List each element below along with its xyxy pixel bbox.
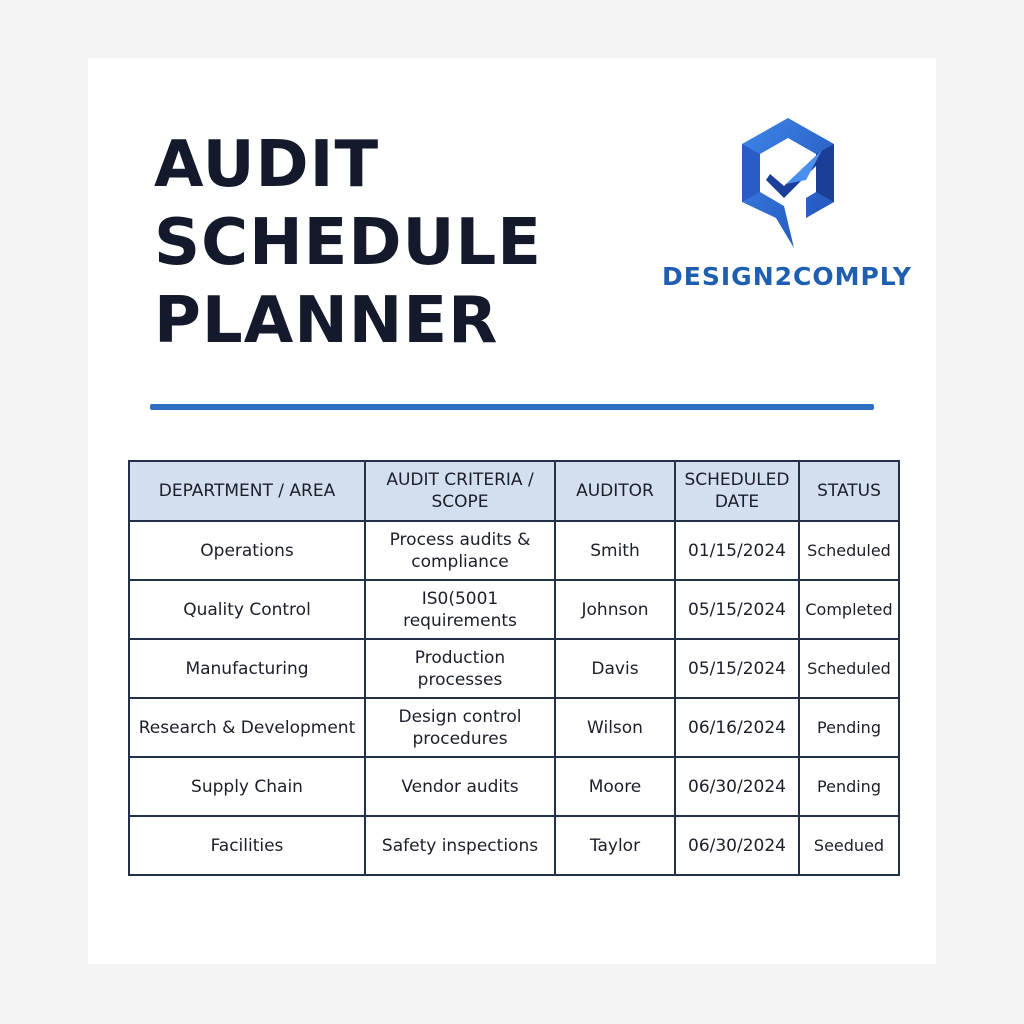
cell-criteria: Safety inspections <box>365 816 555 875</box>
brand-logo <box>662 114 912 294</box>
page-title <box>154 126 542 360</box>
title-line-2: SCHEDULE <box>154 206 542 280</box>
table-row <box>129 757 899 816</box>
title-line-1: AUDIT <box>154 128 380 202</box>
cell-date: 01/15/2024 <box>675 521 799 580</box>
cell-date: 06/30/2024 <box>675 816 799 875</box>
table-row <box>129 639 899 698</box>
cell-status: Seedued <box>799 816 899 875</box>
cell-date: 06/16/2024 <box>675 698 799 757</box>
document-page <box>88 58 936 964</box>
cell-department: Research & Development <box>129 698 365 757</box>
header-auditor: AUDITOR <box>555 461 675 521</box>
divider <box>150 404 874 410</box>
cell-auditor: Wilson <box>555 698 675 757</box>
table-row <box>129 580 899 639</box>
cell-criteria: Production processes <box>365 639 555 698</box>
cell-auditor: Davis <box>555 639 675 698</box>
cell-status: Pending <box>799 757 899 816</box>
cell-criteria: IS0(5001 requirements <box>365 580 555 639</box>
hexagon-checkmark-logo-icon <box>736 114 840 252</box>
cell-date: 06/30/2024 <box>675 757 799 816</box>
table-row <box>129 521 899 580</box>
cell-auditor: Moore <box>555 757 675 816</box>
cell-status: Scheduled <box>799 639 899 698</box>
cell-status: Pending <box>799 698 899 757</box>
cell-criteria: Process audits & compliance <box>365 521 555 580</box>
cell-date: 05/15/2024 <box>675 639 799 698</box>
cell-status: Completed <box>799 580 899 639</box>
table-row <box>129 698 899 757</box>
title-line-3: PLANNER <box>154 284 499 358</box>
cell-department: Operations <box>129 521 365 580</box>
cell-department: Manufacturing <box>129 639 365 698</box>
cell-auditor: Smith <box>555 521 675 580</box>
brand-name: DESIGN2COMPLY <box>662 262 912 291</box>
cell-criteria: Design control procedures <box>365 698 555 757</box>
cell-department: Facilities <box>129 816 365 875</box>
cell-department: Quality Control <box>129 580 365 639</box>
cell-auditor: Johnson <box>555 580 675 639</box>
table-row <box>129 816 899 875</box>
header-date: SCHEDULED DATE <box>675 461 799 521</box>
audit-schedule-table <box>128 460 900 876</box>
header-status: STATUS <box>799 461 899 521</box>
cell-criteria: Vendor audits <box>365 757 555 816</box>
cell-status: Scheduled <box>799 521 899 580</box>
header-department: DEPARTMENT / AREA <box>129 461 365 521</box>
header-criteria: AUDIT CRITERIA / SCOPE <box>365 461 555 521</box>
cell-date: 05/15/2024 <box>675 580 799 639</box>
table-header-row <box>129 461 899 521</box>
cell-auditor: Taylor <box>555 816 675 875</box>
cell-department: Supply Chain <box>129 757 365 816</box>
